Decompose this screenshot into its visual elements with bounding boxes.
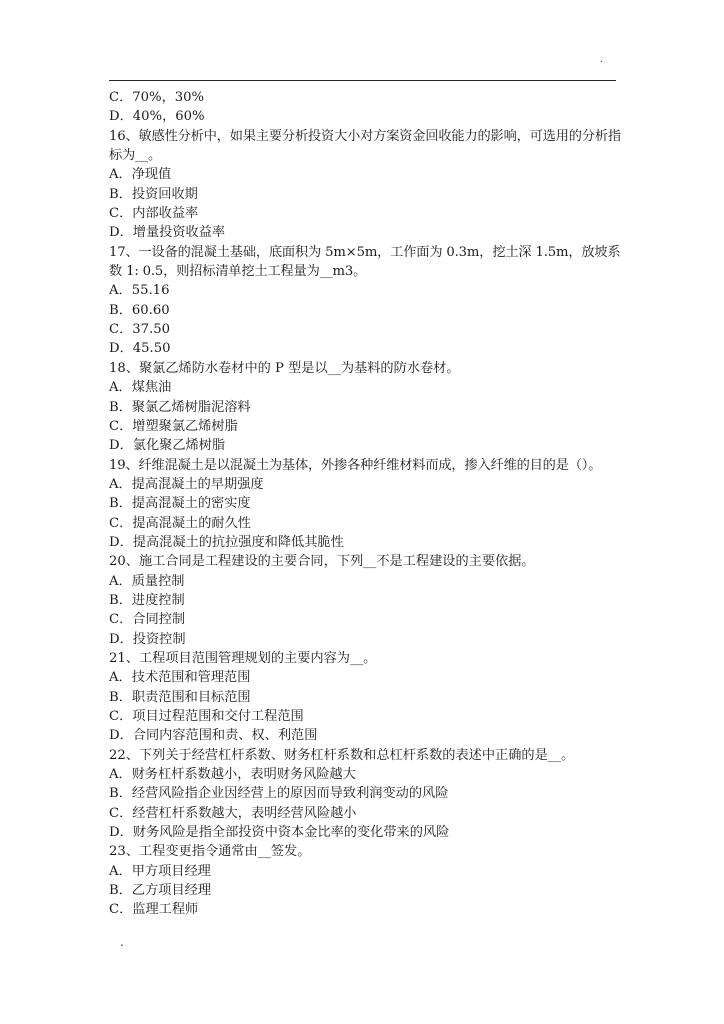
option-d-q15: D．40%，60% [109,109,205,125]
footer-mark: . [120,935,124,949]
option-c-q21: C．项目过程范围和交付工程范围 [109,709,304,724]
option-a-q17: A．55.16 [109,283,170,299]
question-22: 22、下列关于经营杠杆系数、财务杠杆系数和总杠杆系数的表述中正确的是__。 [109,747,575,763]
option-d-q20: D．投资控制 [109,631,186,647]
option-a-q23: A．甲方项目经理 [109,863,211,879]
option-d-q17: D．45.50 [109,341,171,357]
option-a-q16: A．净现值 [109,167,172,183]
option-c-q16: C．内部收益率 [109,206,199,222]
option-d-q21: D．合同内容范围和责、权、利范围 [109,728,318,744]
question-16: 16、敏感性分析中，如果主要分析投资大小对方案资金回收能力的影响，可选用的分析指标为__。 [109,128,621,164]
option-a-q22: A．财务杠杆系数越小，表明财务风险越大 [109,767,356,783]
option-c-q22: C．经营杠杆系数越大，表明经营风险越小 [109,805,357,821]
option-d-q19: D．提高混凝土的抗拉强度和降低其脆性 [109,534,344,550]
option-c-q20: C．合同控制 [109,612,186,628]
option-b-q21: B．职责范围和目标范围 [109,689,251,705]
option-c-q17: C．37.50 [109,322,171,338]
question-21: 21、工程项目范围管理规划的主要内容为__。 [109,650,377,666]
option-a-q18: A．煤焦油 [109,380,172,396]
option-a-q21: A．技术范围和管理范围 [109,670,251,686]
question-20: 20、施工合同是工程建设的主要合同，下列__不是工程建设的主要依据。 [109,554,535,570]
question-19: 19、纤维混凝土是以混凝土为基体，外掺各种纤维材料而成，掺入纤维的目的是（）。 [109,457,602,473]
option-a-q19: A．提高混凝土的早期强度 [109,476,264,492]
document-body [109,88,621,920]
option-c-q23: C．监理工程师 [109,902,199,918]
option-c-q18: C．增塑聚氯乙烯树脂 [109,418,238,434]
option-b-q19: B．提高混凝土的密实度 [109,496,251,512]
option-d-q16: D．增量投资收益率 [109,225,226,241]
option-d-q18: D．氯化聚乙烯树脂 [109,438,226,454]
question-23: 23、工程变更指令通常由__签发。 [109,844,311,860]
option-b-q20: B．进度控制 [109,592,185,608]
option-a-q20: A．质量控制 [109,573,185,589]
option-c-q19: C．提高混凝土的耐久性 [109,515,251,531]
question-18: 18、聚氯乙烯防水卷材中的 P 型是以__为基料的防水卷材。 [109,360,460,376]
option-b-q23: B．乙方项目经理 [109,883,212,899]
question-17: 17、一设备的混凝土基础，底面积为 5m×5m，工作面为 0.3m，挖土深 1.5m，放坡系数 1: 0.5，则招标清单挖土工程量为__m3。 [109,244,621,280]
option-b-q18: B．聚氯乙烯树脂泥溶料 [109,399,251,415]
option-b-q22: B．经营风险指企业因经营上的原因而导致利润变动的风险 [109,786,449,802]
option-b-q16: B．投资回收期 [109,186,198,202]
option-b-q17: B．60.60 [109,302,170,318]
header-mark: . [600,55,603,65]
option-c-q15: C．70%，30% [109,90,205,105]
option-d-q22: D．财务风险是指全部投资中资本金比率的变化带来的风险 [109,825,450,841]
header-rule [109,80,616,81]
